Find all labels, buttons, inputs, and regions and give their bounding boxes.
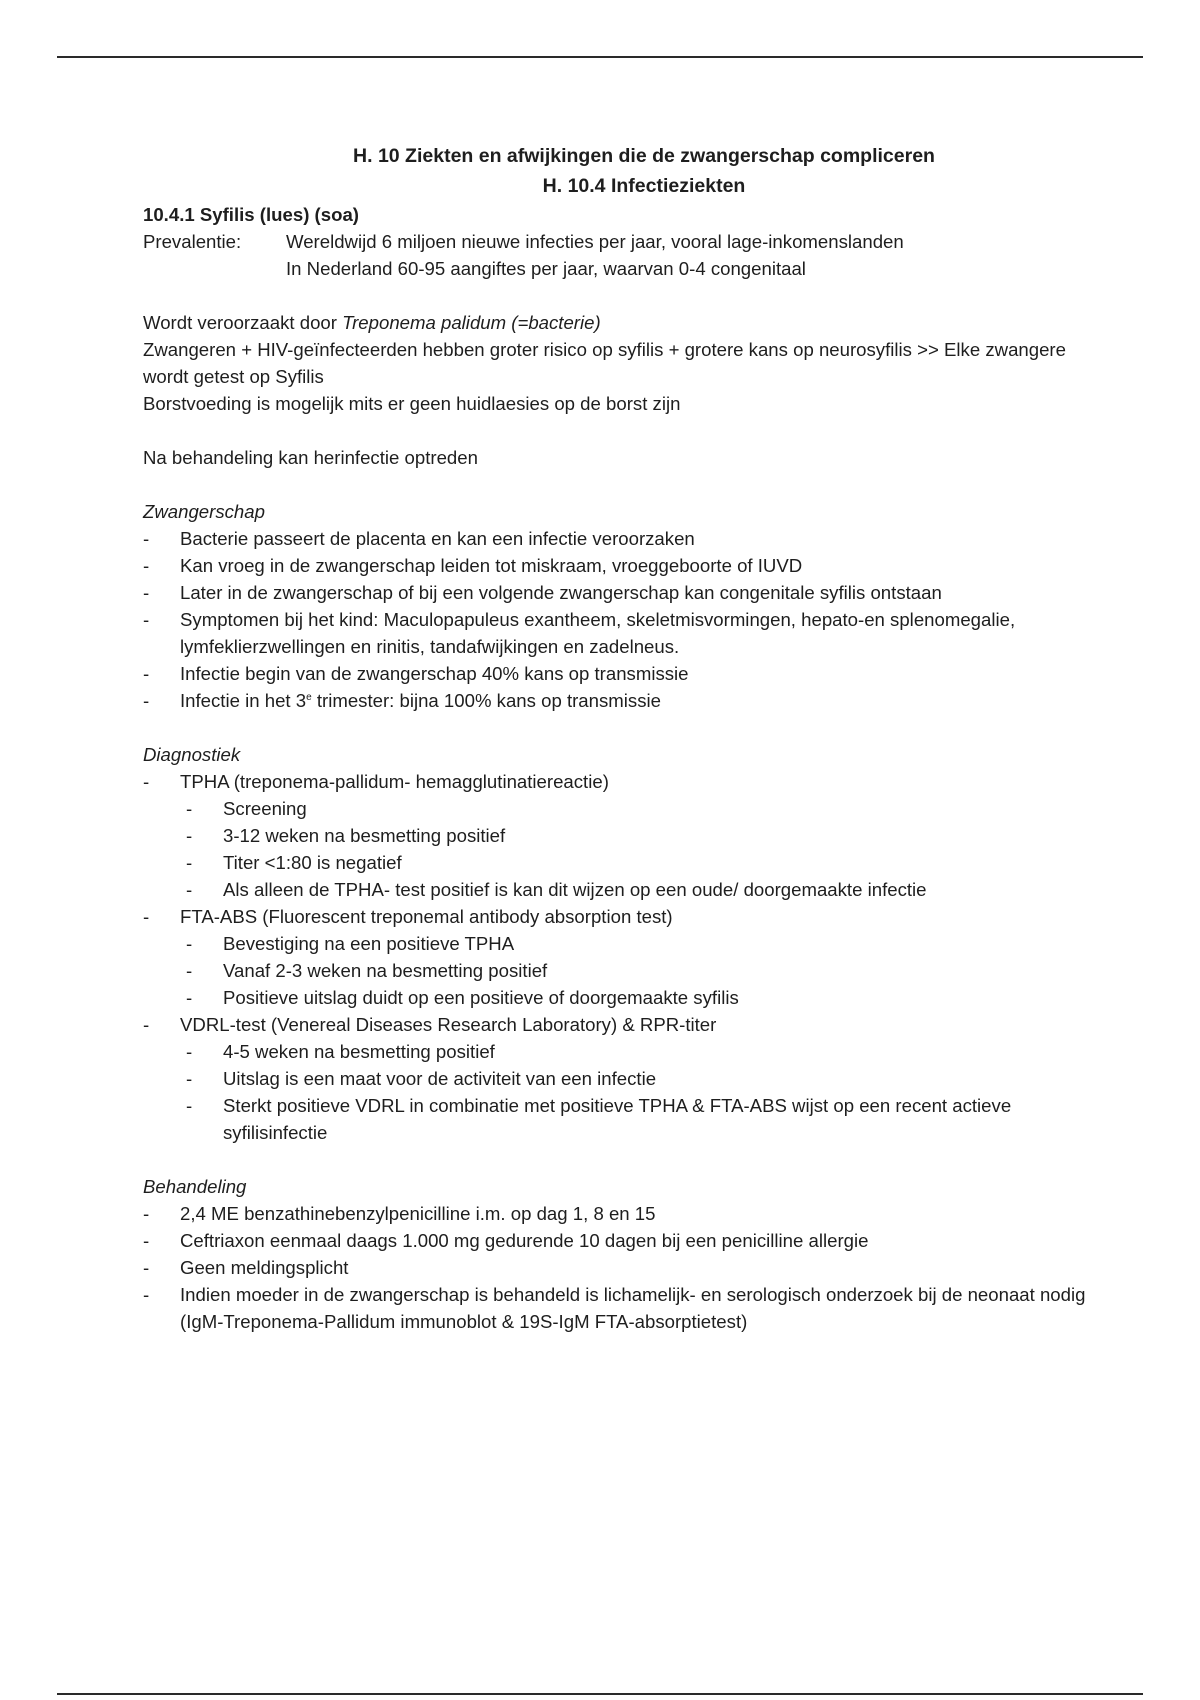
sub-list-item: - Sterkt positieve VDRL in combinatie met positieve TPHA & FTA-ABS wijst op een recent actieve syfilisinfectie — [143, 1092, 1093, 1146]
cause-prefix: Wordt veroorzaakt door — [143, 312, 343, 333]
sub-list-item: - Vanaf 2-3 weken na besmetting positief — [143, 957, 1093, 984]
sub-list-item: - Positieve uitslag duidt op een positieve of doorgemaakte syfilis — [143, 984, 1093, 1011]
vdrl-item: - VDRL-test (Venereal Diseases Research Laboratory) & RPR-titer — [143, 1011, 1093, 1038]
list-item: - Geen meldingsplicht — [143, 1254, 1093, 1281]
prevalence-label: Prevalentie: — [143, 231, 242, 252]
pregnancy-list — [143, 525, 1093, 714]
sub-list-item: - Bevestiging na een positieve TPHA — [143, 930, 1093, 957]
diagnostics-list — [143, 768, 1093, 1146]
prevalence-row — [143, 228, 1093, 255]
list-item: - Kan vroeg in de zwangerschap leiden tot miskraam, vroeggeboorte of IUVD — [143, 552, 1093, 579]
sub-list-item: - Screening — [143, 795, 1093, 822]
list-item: - Bacterie passeert de placenta en kan een infectie veroorzaken — [143, 525, 1093, 552]
list-item: - Infectie begin van de zwangerschap 40% kans op transmissie — [143, 660, 1093, 687]
tpha-item: - TPHA (treponema-pallidum- hemagglutinatiereactie) — [143, 768, 1093, 795]
risk-paragraph: Zwangeren + HIV-geïnfecteerden hebben groter risico op syfilis + grotere kans op neurosyfilis >> Elke zwangere wordt getest op Syfilis — [143, 339, 1066, 387]
sub-list-item: - Uitslag is een maat voor de activiteit van een infectie — [143, 1065, 1093, 1092]
list-item-suffix: trimester: bijna 100% kans op transmissie — [311, 690, 661, 711]
breastfeeding-paragraph: Borstvoeding is mogelijk mits er geen huidlaesies op de borst zijn — [143, 393, 681, 414]
chapter-title: H. 10 Ziekten en afwijkingen die de zwangerschap compliceren — [353, 145, 935, 167]
sub-list-item: - Als alleen de TPHA- test positief is kan dit wijzen op een oude/ doorgemaakte infectie — [143, 876, 1093, 903]
fta-item: - FTA-ABS (Fluorescent treponemal antibody absorption test) — [143, 903, 1093, 930]
section-title: H. 10.4 Infectieziekten — [542, 175, 746, 197]
list-item: - Later in de zwangerschap of bij een volgende zwangerschap kan congenitale syfilis ontstaan — [143, 579, 1093, 606]
list-item: - Indien moeder in de zwangerschap is behandeld is lichamelijk- en serologisch onderzoek bij de neonaat nodig (IgM-Treponema-Pallidum immunoblot & 19S-IgM FTA-absorptietest) — [143, 1281, 1093, 1335]
cause-paragraph — [143, 309, 1093, 336]
top-divider — [57, 56, 1143, 58]
sub-list-item: - 4-5 weken na besmetting positief — [143, 1038, 1093, 1065]
ordinal-superscript: e — [306, 691, 312, 703]
list-item: - 2,4 ME benzathinebenzylpenicilline i.m. op dag 1, 8 en 15 — [143, 1200, 1093, 1227]
list-item-prefix: Infectie in het 3 — [180, 690, 307, 711]
subsection-heading: 10.4.1 Syfilis (lues) (soa) — [143, 204, 359, 225]
list-item: - Ceftriaxon eenmaal daags 1.000 mg gedurende 10 dagen bij een penicilline allergie — [143, 1227, 1093, 1254]
treatment-heading: Behandeling — [143, 1176, 247, 1197]
bottom-divider — [57, 1693, 1143, 1695]
list-item — [143, 687, 1093, 714]
prevalence-text-2: In Nederland 60-95 aangiftes per jaar, waarvan 0-4 congenitaal — [286, 258, 806, 279]
document-body — [143, 141, 1093, 1335]
cause-organism: Treponema palidum (=bacterie) — [342, 312, 601, 333]
list-item: - Symptomen bij het kind: Maculopapuleus exantheem, skeletmisvormingen, hepato-en splenomegalie, lymfeklierzwellingen en rinitis, tandafwijkingen en zadelneus. — [143, 606, 1093, 660]
pregnancy-heading: Zwangerschap — [143, 501, 265, 522]
reinfection-paragraph: Na behandeling kan herinfectie optreden — [143, 447, 478, 468]
diagnostics-heading: Diagnostiek — [143, 744, 241, 765]
prevalence-text-1: Wereldwijd 6 miljoen nieuwe infecties per jaar, vooral lage-inkomenslanden — [286, 231, 904, 252]
sub-list-item: - Titer <1:80 is negatief — [143, 849, 1093, 876]
treatment-list — [143, 1200, 1093, 1335]
sub-list-item: - 3-12 weken na besmetting positief — [143, 822, 1093, 849]
